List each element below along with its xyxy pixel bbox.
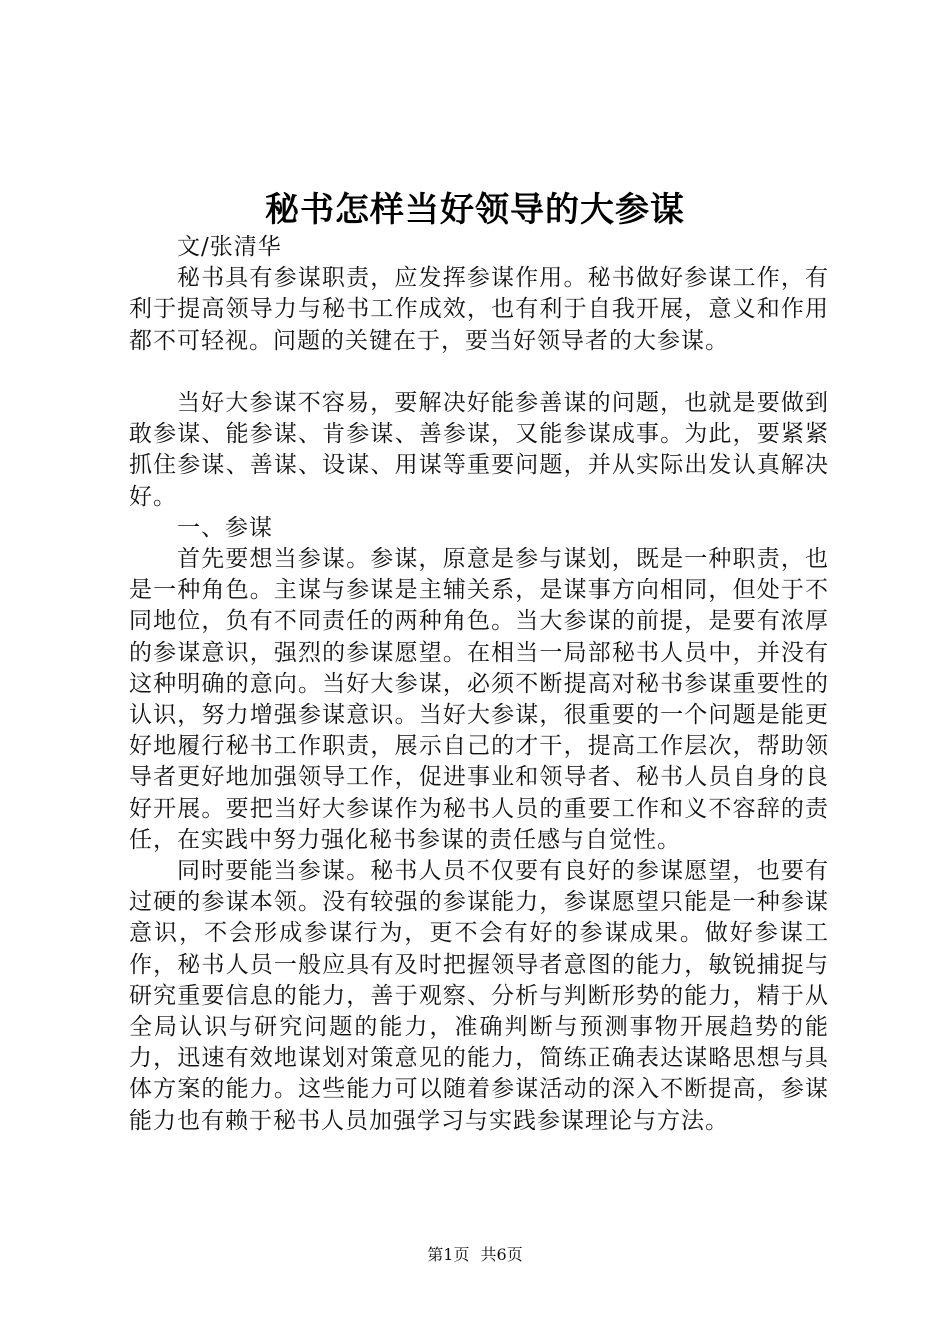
page-total: 共6页 bbox=[480, 1245, 523, 1264]
page-footer bbox=[0, 1245, 950, 1265]
document-title: 秘书怎样当好领导的大参谋 bbox=[265, 190, 685, 230]
paragraph-1: 秘书具有参谋职责，应发挥参谋作用。秘书做好参谋工作，有利于提高领导力与秘书工作成效，也有利于自我开展，意义和作用都不可轻视。问题的关键在于，要当好领导者的大参谋。 bbox=[129, 265, 829, 354]
author-line: 文/张清华 bbox=[177, 234, 282, 260]
page-number: 第1页 bbox=[427, 1245, 470, 1264]
paragraph-2: 当好大参谋不容易，要解决好能参善谋的问题，也就是要做到敢参谋、能参谋、肯参谋、善参谋，又能参谋成事。为此，要紧紧抓住参谋、善谋、设谋、用谋等重要问题，并从实际出发认真解决好。 bbox=[129, 390, 829, 510]
paragraph-4: 同时要能当参谋。秘书人员不仅要有良好的参谋愿望，也要有过硬的参谋本领。没有较强的参谋能力，参谋愿望只能是一种参谋意识，不会形成参谋行为，更不会有好的参谋成果。做好参谋工作，秘书人员一般应具有及时把握领导者意图的能力，敏锐捕捉与研究重要信息的能力，善于观察、分析与判断形势的能力，精于从全局认识与研究问题的能力，准确判断与预测事物开展趋势的能力，迅速有效地谋划对策意见的能力，简练正确表达谋略思想与具体方案的能力。这些能力可以随着参谋活动的深入不断提高，参谋能力也有赖于秘书人员加强学习与实践参谋理论与方法。 bbox=[129, 858, 829, 1134]
document-body bbox=[129, 232, 829, 1137]
paragraph-gap bbox=[129, 357, 829, 388]
section-heading: 一、参谋 bbox=[177, 514, 273, 541]
paragraph-3: 首先要想当参谋。参谋，原意是参与谋划，既是一种职责，也是一种角色。主谋与参谋是主辅关系，是谋事方向相同，但处于不同地位，负有不同责任的两种角色。当大参谋的前提，是要有浓厚的参谋意识，强烈的参谋愿望。在相当一局部秘书人员中，并没有这种明确的意向。当好大参谋，必须不断提高对秘书参谋重要性的认识，努力增强参谋意识。当好大参谋，很重要的一个问题是能更好地履行秘书工作职责，展示自己的才干，提高工作层次，帮助领导者更好地加强领导工作，促进事业和领导者、秘书人员自身的良好开展。要把当好大参谋作为秘书人员的重要工作和义不容辞的责任，在实践中努力强化秘书参谋的责任感与自觉性。 bbox=[129, 546, 829, 853]
